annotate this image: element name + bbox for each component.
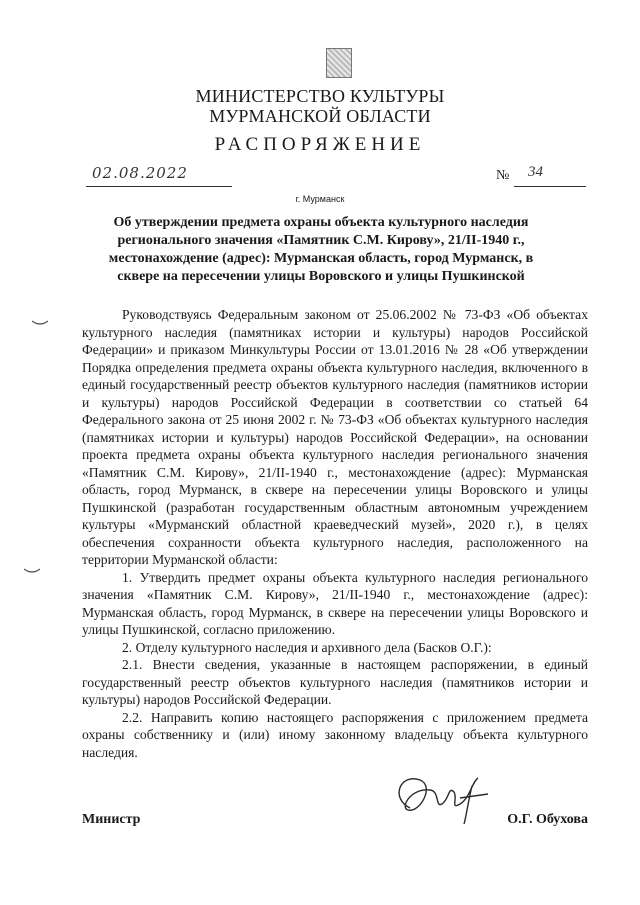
signatory-position: Министр (82, 812, 141, 827)
item-2-1-paragraph: 2.1. Внести сведения, указанные в настоящем распоряжении, в единый государственный реестр объектов культурного наследия (памятников истории и культуры) народов Российской Федерации. (82, 657, 588, 707)
document-heading: Об утверждении предмета охраны объекта культурного наследия регионального значения «Памятник С.М. Кирову», 21/II-1940 г., местонахождение (адрес): Мурманская область, город Мурманск, в сквере на пересечении улицы Воровского и улицы Пушкинской (108, 215, 534, 284)
item-1-paragraph: 1. Утвердить предмет охраны объекта культурного наследия регионального значения «Памятник С.М. Кирову», 21/II-1940 г., местонахождение (адрес): Мурманская область, город Мурманск, в сквере на пересечении улицы Воровского и улицы Пушкинской, согласно приложению. (82, 569, 588, 637)
handwritten-signature-icon (380, 768, 500, 828)
coat-of-arms-emblem (326, 48, 352, 78)
margin-mark-icon (22, 566, 42, 576)
document-body (82, 306, 588, 761)
number-label: № (496, 168, 510, 183)
handwritten-date: 02.08.2022 (92, 164, 188, 182)
ministry-name-line1: МИНИСТЕРСТВО КУЛЬТУРЫ (195, 86, 445, 106)
city-label: г. Мурманск (295, 194, 345, 204)
date-field (86, 166, 232, 187)
margin-mark-icon (30, 318, 50, 328)
document-type-title: РАСПОРЯЖЕНИЕ (214, 134, 426, 155)
preamble-paragraph: Руководствуясь Федеральным законом от 25.06.2002 № 73-ФЗ «Об объектах культурного наследия (памятниках истории и культуры) народов Российской Федерации» и приказом Минкультуры России от 13.01.2016 № 28 «Об утверждении Порядка определения предмета охраны объекта культурного наследия, включенного в единый государственный реестр объектов культурного наследия (памятников истории и культуры) народов Российской Федерации в соответствии со статьей 64 Федерального закона от 25 июня 2002 г. № 73-ФЗ «Об объектах культурного наследия (памятниках истории и культуры) народов Российской Федерации», на основании проекта предмета охраны объекта культурного наследия регионального значения «Памятник С.М. Кирову», 21/II-1940 г., местонахождение (адрес): Мурманская область, город Мурманск, в сквере на пересечении улицы Воровского и улицы Пушкинской (разработан государственным областным автономным учреждением культуры «Мурманский областной краеведческий музей», 2020 г.), в целях обеспечения сохранности объекта культурного наследия, расположенного на территории Мурманской области: (82, 307, 588, 567)
item-2-2-paragraph: 2.2. Направить копию настоящего распоряжения с приложением предмета охраны собственнику и (или) иному законному владельцу объекта культурного наследия. (82, 709, 588, 760)
signatory-name: О.Г. Обухова (507, 812, 588, 827)
number-field (514, 166, 586, 187)
handwritten-number: 34 (528, 164, 543, 180)
item-2-paragraph: 2. Отделу культурного наследия и архивного дела (Басков О.Г.): (122, 639, 492, 655)
ministry-name-line2: МУРМАНСКОЙ ОБЛАСТИ (209, 106, 431, 126)
